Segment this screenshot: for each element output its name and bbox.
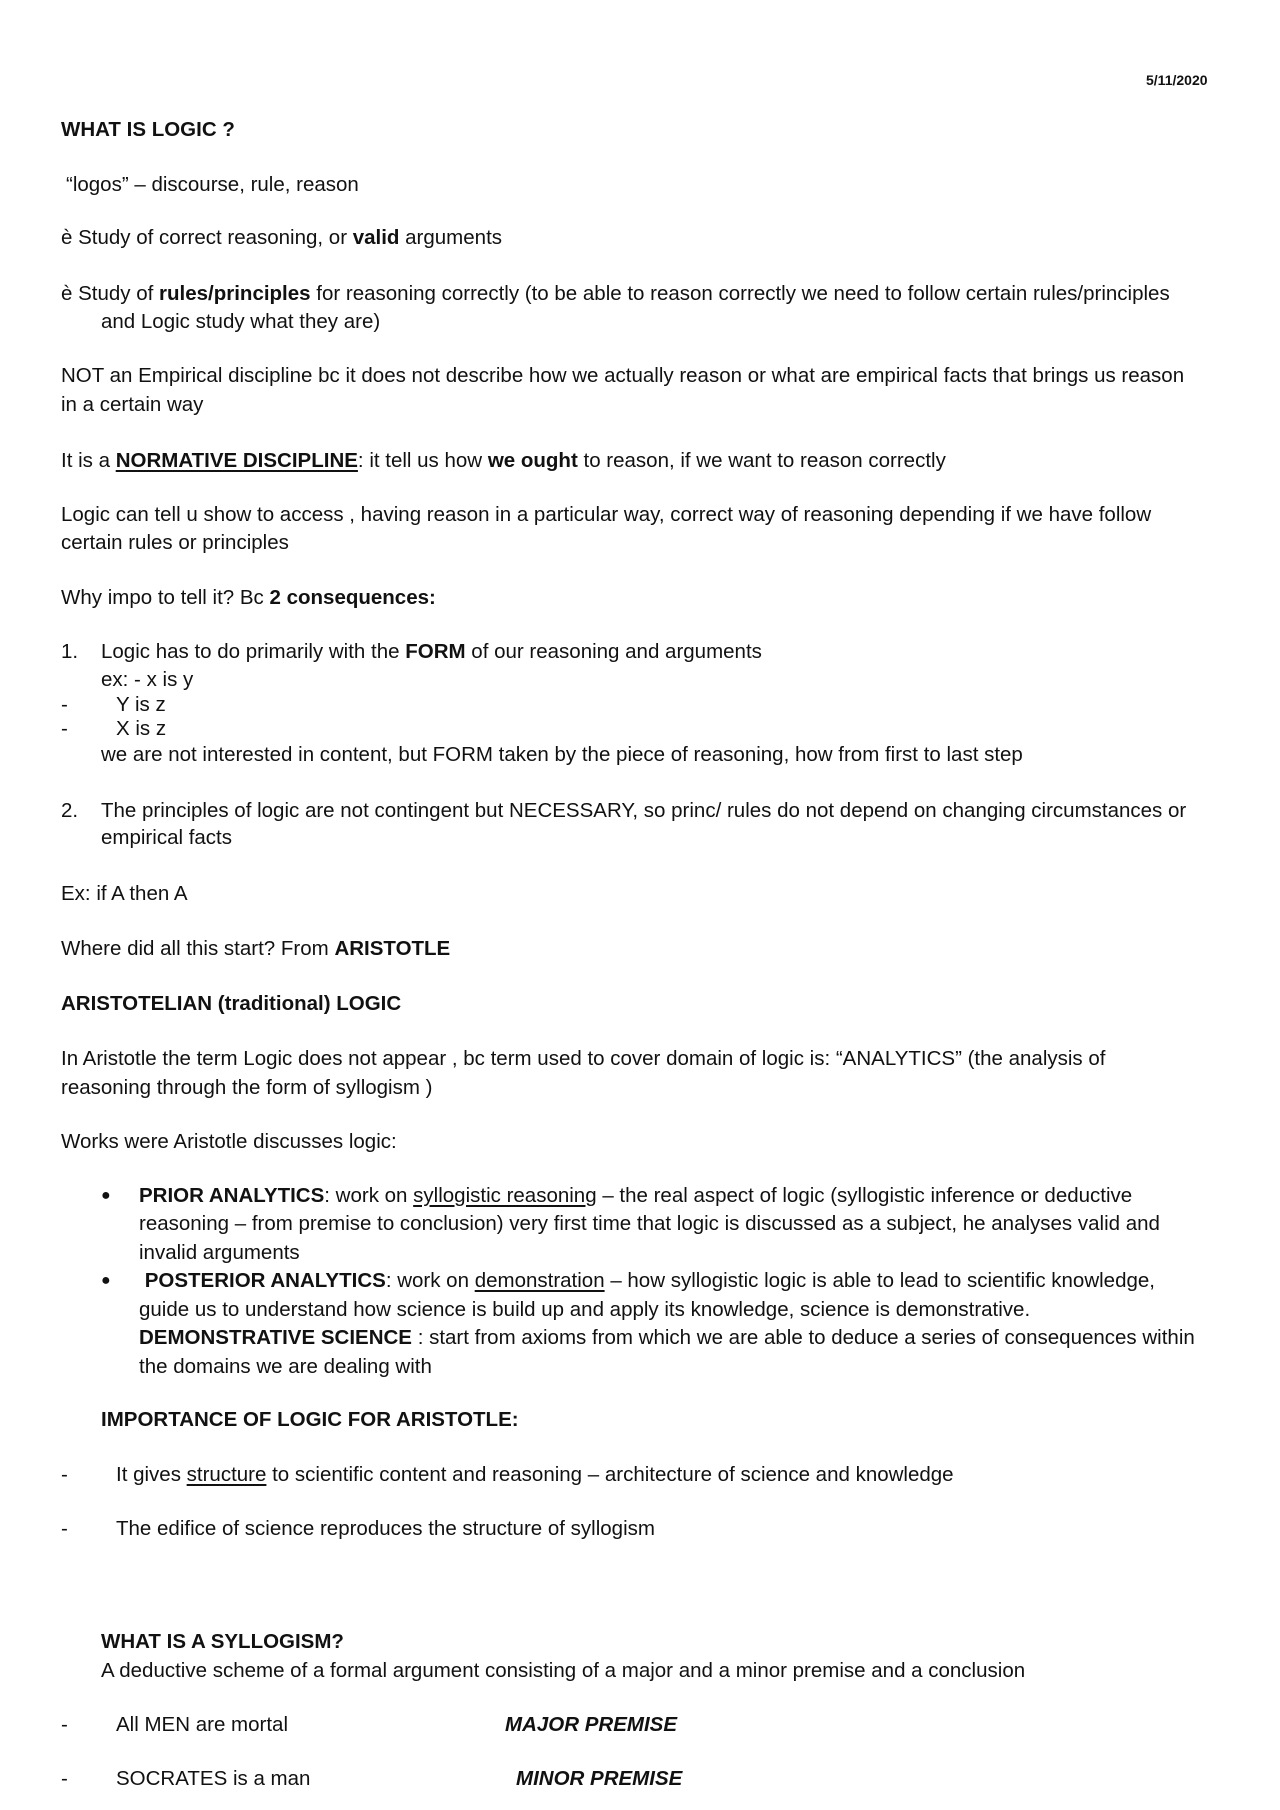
- premise1-label: MAJOR PREMISE: [505, 1713, 677, 1736]
- heading-syllogism: WHAT IS A SYLLOGISM?: [101, 1630, 344, 1653]
- heading-what-is-logic: WHAT IS LOGIC ?: [61, 118, 235, 141]
- posterior-analytics-line4: the domains we are dealing with: [139, 1355, 432, 1378]
- item2-line1: The principles of logic are not contingent but NECESSARY, so princ/ rules do not depend on changing circumstances or: [101, 799, 1187, 822]
- premise1-text: All MEN are mortal: [116, 1713, 289, 1736]
- study-rules-line2: and Logic study what they are): [101, 310, 381, 333]
- logic-can-line1: Logic can tell u show to access , having reason in a particular way, correct way of reasoning depending if we have follow: [61, 503, 1152, 526]
- item2-number: 2.: [61, 799, 79, 822]
- premise2-text: SOCRATES is a man: [116, 1767, 311, 1790]
- posterior-analytics-line1: POSTERIOR ANALYTICS: work on demonstration – how syllogistic logic is able to lead to scientific knowledge,: [144, 1269, 1155, 1292]
- aristotle-term-line1: In Aristotle the term Logic does not appear , bc term used to cover domain of logic is: “ANALYTICS” (the analysis of: [61, 1047, 1106, 1070]
- example-line: Ex: if A then A: [61, 882, 188, 905]
- logic-can-line2: certain rules or principles: [61, 531, 289, 554]
- works-line: Works were Aristotle discusses logic:: [61, 1130, 397, 1153]
- not-empirical-line1: NOT an Empirical discipline bc it does not describe how we actually reason or what are empirical facts that brings us reason: [61, 364, 1185, 387]
- study-correct-reasoning: è Study of correct reasoning, or valid arguments: [61, 226, 503, 249]
- importance-item2: The edifice of science reproduces the structure of syllogism: [116, 1517, 655, 1540]
- item1-note: we are not interested in content, but FORM taken by the piece of reasoning, how from first to last step: [101, 743, 1023, 766]
- importance-item1: It gives structure to scientific content and reasoning – architecture of science and knowledge: [116, 1463, 954, 1486]
- item1-example: ex: - x is y: [101, 668, 194, 691]
- date: 5/11/2020: [1146, 72, 1208, 88]
- posterior-analytics-line3: DEMONSTRATIVE SCIENCE : start from axioms from which we are able to deduce a series of consequences within: [139, 1326, 1195, 1349]
- prior-analytics-line1: PRIOR ANALYTICS: work on syllogistic reasoning – the real aspect of logic (syllogistic inference or deductive: [139, 1184, 1133, 1207]
- dash-marker: -: [61, 1517, 68, 1540]
- where-start: Where did all this start? From ARISTOTLE: [61, 937, 451, 960]
- dash-marker: -: [61, 693, 68, 716]
- premise2-label: MINOR PREMISE: [516, 1767, 683, 1790]
- aristotle-term-line2: reasoning through the form of syllogism ): [61, 1076, 433, 1099]
- item1-sub1: Y is z: [116, 693, 166, 716]
- study-rules-line1: è Study of rules/principles for reasoning correctly (to be able to reason correctly we need to follow certain rules/principles: [61, 282, 1170, 305]
- logos-line: “logos” – discourse, rule, reason: [66, 173, 359, 196]
- normative-discipline: It is a NORMATIVE DISCIPLINE: it tell us how we ought to reason, if we want to reason correctly: [61, 449, 946, 472]
- bullet-icon: ●: [101, 1187, 111, 1204]
- dash-marker: -: [61, 1767, 68, 1790]
- why-consequences: Why impo to tell it? Bc 2 consequences:: [61, 586, 436, 609]
- prior-analytics-line2: reasoning – from premise to conclusion) very first time that logic is discussed as a subject, he analyses valid and: [139, 1212, 1160, 1235]
- dash-marker: -: [61, 1713, 68, 1736]
- dash-marker: -: [61, 717, 68, 740]
- item1-number: 1.: [61, 640, 79, 663]
- syllogism-definition: A deductive scheme of a formal argument consisting of a major and a minor premise and a conclusion: [101, 1659, 1026, 1682]
- heading-importance: IMPORTANCE OF LOGIC FOR ARISTOTLE:: [101, 1408, 519, 1431]
- not-empirical-line2: in a certain way: [61, 393, 204, 416]
- dash-marker: -: [61, 1463, 68, 1486]
- item1-text: Logic has to do primarily with the FORM of our reasoning and arguments: [101, 640, 762, 663]
- item2-line2: empirical facts: [101, 826, 233, 849]
- posterior-analytics-line2: guide us to understand how science is build up and apply its knowledge, science is demonstrative.: [139, 1298, 1031, 1321]
- bullet-icon: ●: [101, 1272, 111, 1289]
- heading-aristotelian-logic: ARISTOTELIAN (traditional) LOGIC: [61, 992, 402, 1015]
- item1-sub2: X is z: [116, 717, 167, 740]
- prior-analytics-line3: invalid arguments: [139, 1241, 300, 1264]
